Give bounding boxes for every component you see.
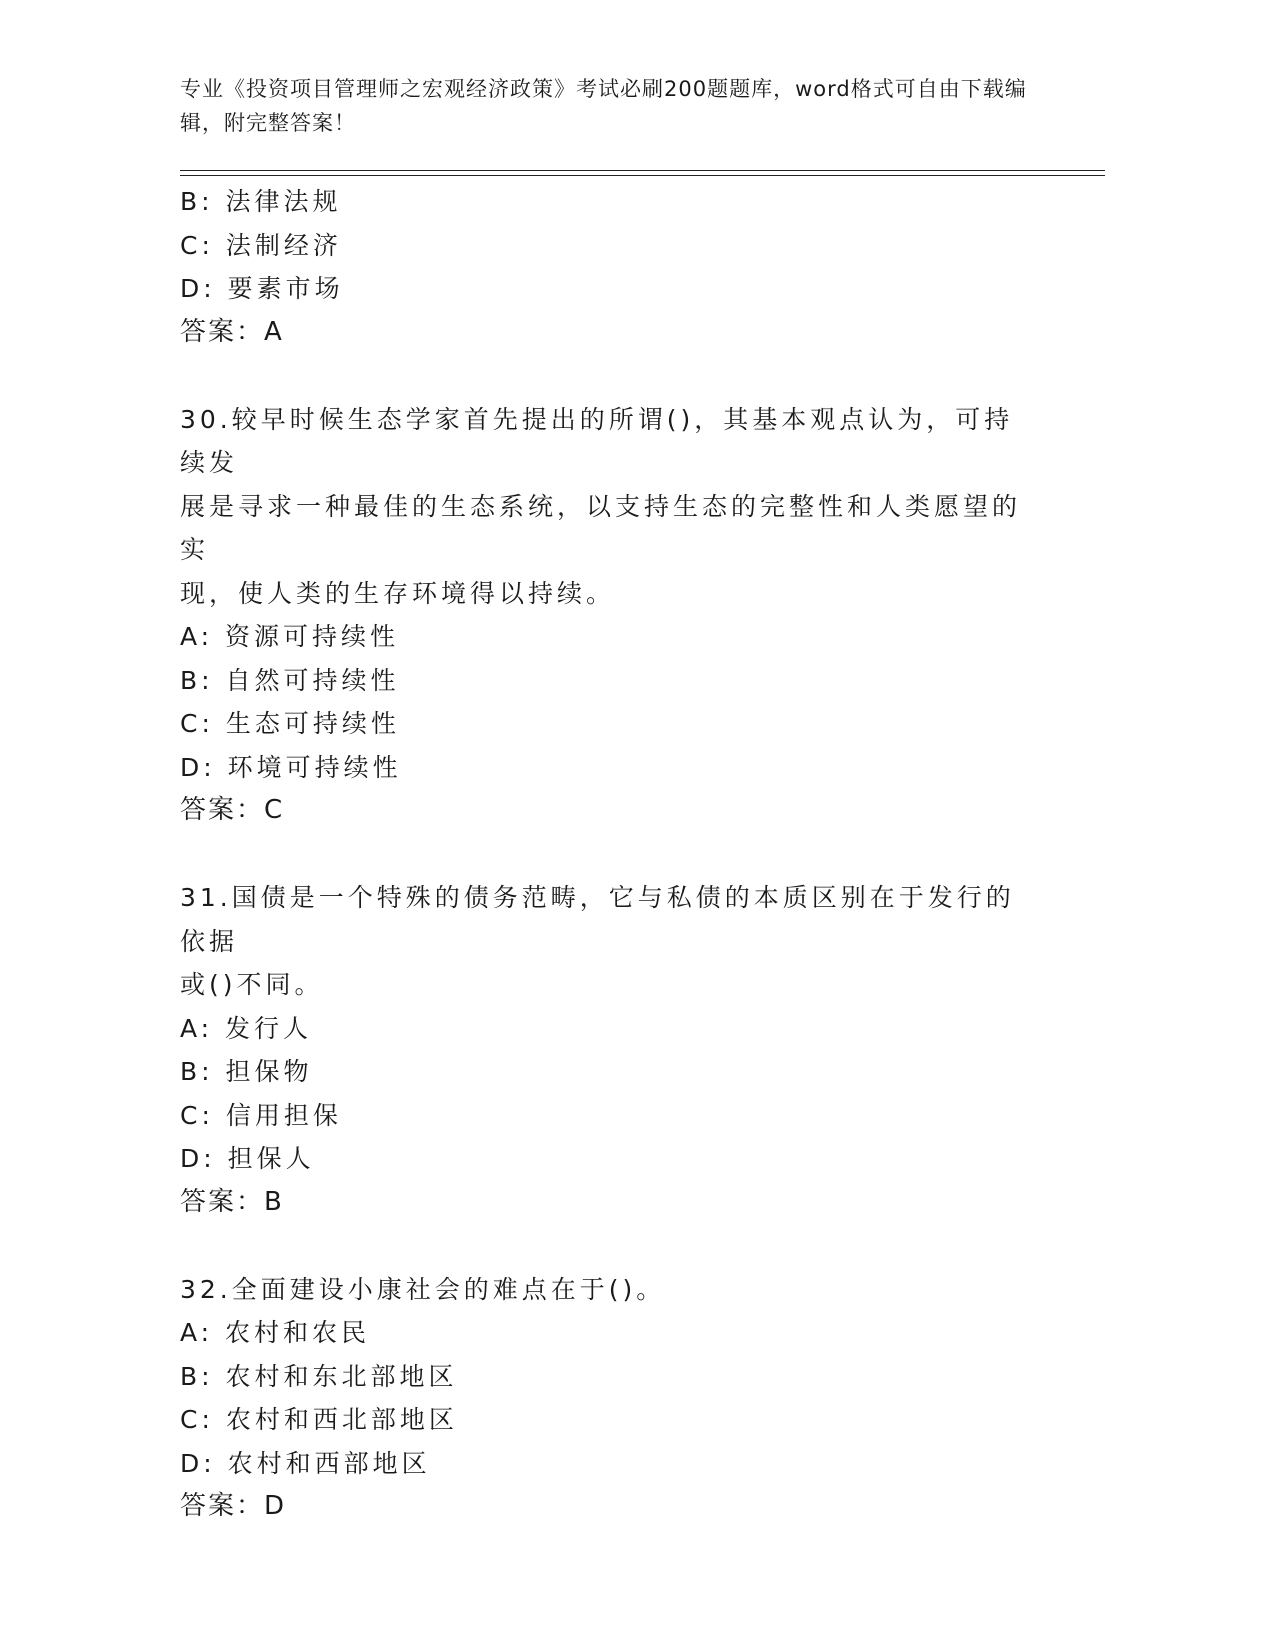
- option-d: D: 担保人: [180, 1144, 315, 1173]
- option: D: 要素市场: [180, 274, 344, 303]
- answer: 答案：B: [180, 1186, 284, 1217]
- question-30: [180, 398, 1040, 833]
- stem-line: 31.国债是一个特殊的债务范畴，它与私债的本质区别在于发行的依据: [180, 883, 1015, 956]
- document-header: [180, 72, 1060, 140]
- option-b: B: 自然可持续性: [180, 665, 400, 695]
- question-stem: [180, 876, 1040, 1007]
- option-c: C: 农村和西北部地区: [180, 1405, 458, 1434]
- option: C: 法制经济: [180, 230, 342, 260]
- option-c: C: 生态可持续性: [180, 709, 400, 738]
- header-divider-top: [180, 170, 1105, 171]
- stem-line: 现，使人类的生存环境得以持续。: [180, 578, 616, 608]
- question-32: [180, 1268, 1040, 1529]
- option-a: A: 农村和农民: [180, 1318, 371, 1347]
- question-31: [180, 876, 1040, 1224]
- answer: 答案：D: [180, 1491, 287, 1521]
- option-a: A: 资源可持续性: [180, 622, 400, 651]
- previous-question-tail: [180, 180, 1040, 354]
- option-d: D: 环境可持续性: [180, 752, 402, 782]
- stem-line: 30.较早时候生态学家首先提出的所谓()，其基本观点认为，可持续发: [180, 404, 1014, 477]
- option: B: 法律法规: [180, 187, 342, 216]
- header-divider-bottom: [180, 175, 1105, 176]
- stem-line: 展是寻求一种最佳的生态系统，以支持生态的完整性和人类愿望的实: [180, 491, 1022, 564]
- question-stem: [180, 398, 1040, 616]
- stem-line: 或()不同。: [180, 970, 324, 999]
- question-content: [180, 180, 1040, 1529]
- option-d: D: 农村和西部地区: [180, 1448, 431, 1478]
- question-stem: [180, 1268, 1040, 1312]
- option-c: C: 信用担保: [180, 1100, 342, 1130]
- answer: 答案：C: [180, 795, 285, 825]
- option-b: B: 担保物: [180, 1057, 313, 1086]
- answer: 答案：A: [180, 316, 284, 347]
- option-a: A: 发行人: [180, 1013, 313, 1043]
- header-text: 专业《投资项目管理师之宏观经济政策》考试必刷200题题库，word格式可自由下载编辑，附完整答案！: [180, 77, 1027, 135]
- stem-line: 32.全面建设小康社会的难点在于()。: [180, 1274, 666, 1304]
- option-b: B: 农村和东北部地区: [180, 1361, 458, 1391]
